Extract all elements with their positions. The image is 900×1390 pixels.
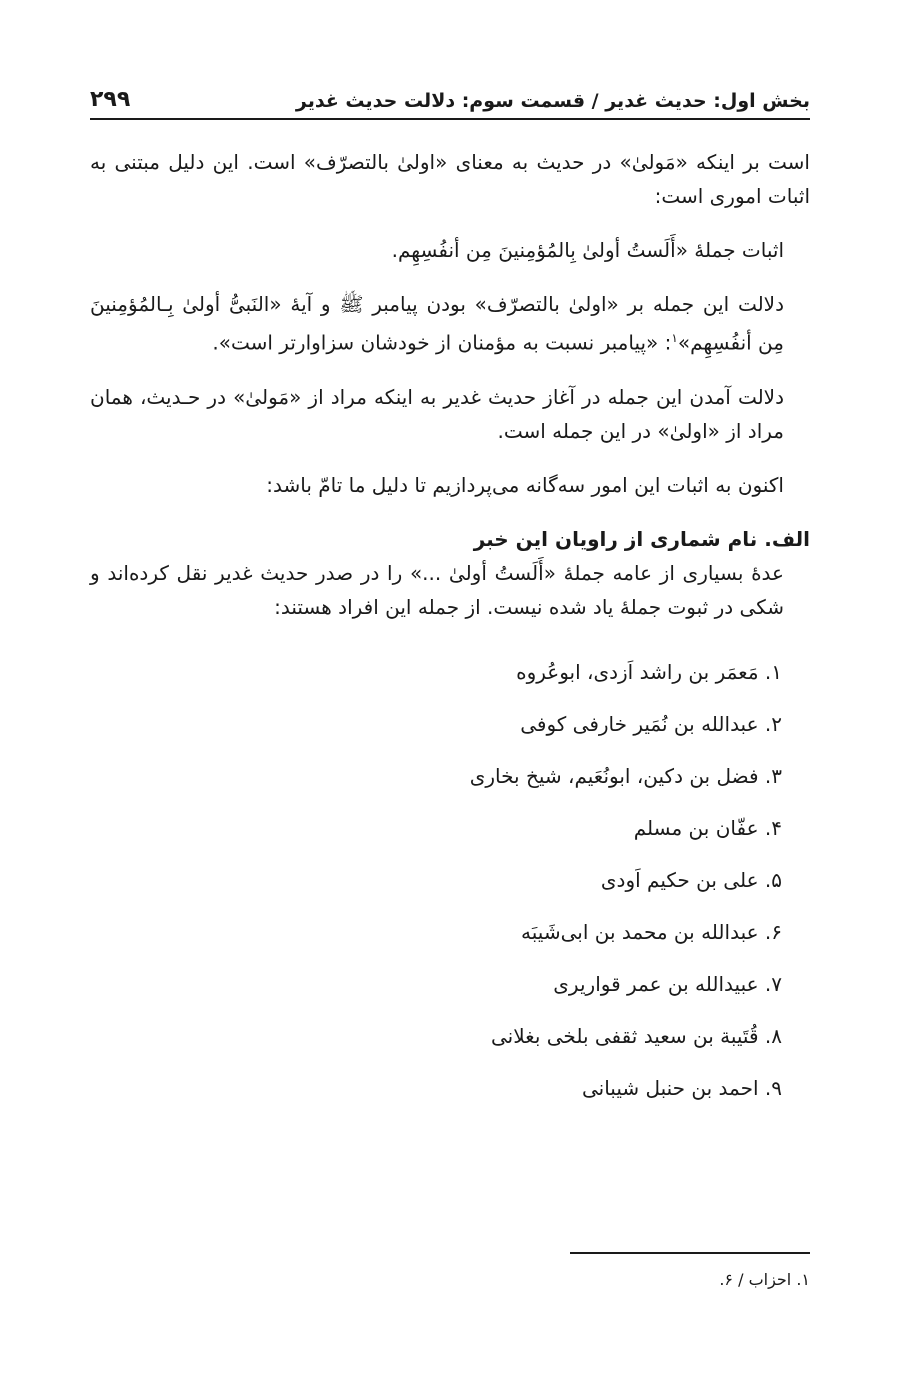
list-item: ۸. قُتَیبة بن سعید ثقفی بلخی بغلانی [491, 1023, 782, 1048]
section-heading: الف. نام شماری از راویان این خبر [473, 526, 810, 551]
list-item: ۹. احمد بن حنبل شیبانی [581, 1075, 782, 1100]
narrator-list [90, 646, 810, 1114]
paragraph-1: است بر اینکه «مَولیٰ» در حدیث به معنای «اولیٰ بالتصرّف» است. این دلیل مبتنی به اثبات اموری است: [90, 150, 810, 208]
list-item: ۴. عفّان بن مسلم [633, 815, 782, 840]
book-page [90, 0, 810, 1390]
paragraph-4: دلالت آمدن این جمله در آغاز حدیث غدیر به اینکه مراد از «مَولیٰ» در حـدیث، همان مراد از «اولیٰ» در این جمله است. [90, 384, 784, 443]
paragraph-3-end: : «پیامبر نسبت به مؤمنان از خودشان سزاوارتر است». [212, 330, 672, 355]
list-item: ۷. عبیدالله بن عمر قواریری [553, 971, 782, 996]
list-item: ۶. عبدالله بن محمد بن ابی‌شَیبَه [521, 919, 782, 944]
paragraph-5: اکنون به اثبات این امور سه‌گانه می‌پردازیم تا دلیل ما تامّ باشد: [266, 472, 784, 497]
footnote-ref[interactable]: ۱ [671, 331, 678, 345]
footnote: ۱. احزاب / ۶. [719, 1270, 810, 1289]
paragraph-3-text: دلالت این جمله بر «اولیٰ بالتصرّف» بودن پیامبر ﷺ و آیۀ «النَبیُّ أولیٰ بِـالمُؤمِنینَ مِن أنفُسِهِم» [90, 292, 784, 355]
main-text [90, 145, 810, 1114]
paragraph-6: عدۀ بسیاری از عامه جملۀ «أَلَستُ أولیٰ ...» را در صدر حدیث غدیر نقل کرده‌اند و شکی در ثبوت جملۀ یاد شده نیست. از جمله این افراد هستند: [90, 560, 784, 619]
list-item: ۱. مَعمَر بن راشد اَزدی، ابوعُروه [516, 659, 782, 684]
footnote-divider [570, 1252, 810, 1254]
running-header [90, 72, 810, 112]
paragraph-2: اثبات جملۀ «أَلَستُ أولیٰ بِالمُؤمِنینَ مِن أنفُسِهِم. [391, 238, 784, 262]
paragraph-3 [90, 287, 810, 360]
header-divider [90, 118, 810, 120]
header-title: بخش اول: حدیث غدیر / قسمت سوم: دلالت حدیث غدیر [295, 90, 810, 112]
page-number: ۲۹۹ [90, 87, 131, 112]
list-item: ۵. علی بن حکیم اَودی [600, 867, 782, 892]
list-item: ۲. عبدالله بن نُمَیر خارفی کوفی [520, 711, 782, 736]
list-item: ۳. فضل بن دکین، ابونُعَیم، شیخ بخاری [469, 763, 782, 788]
